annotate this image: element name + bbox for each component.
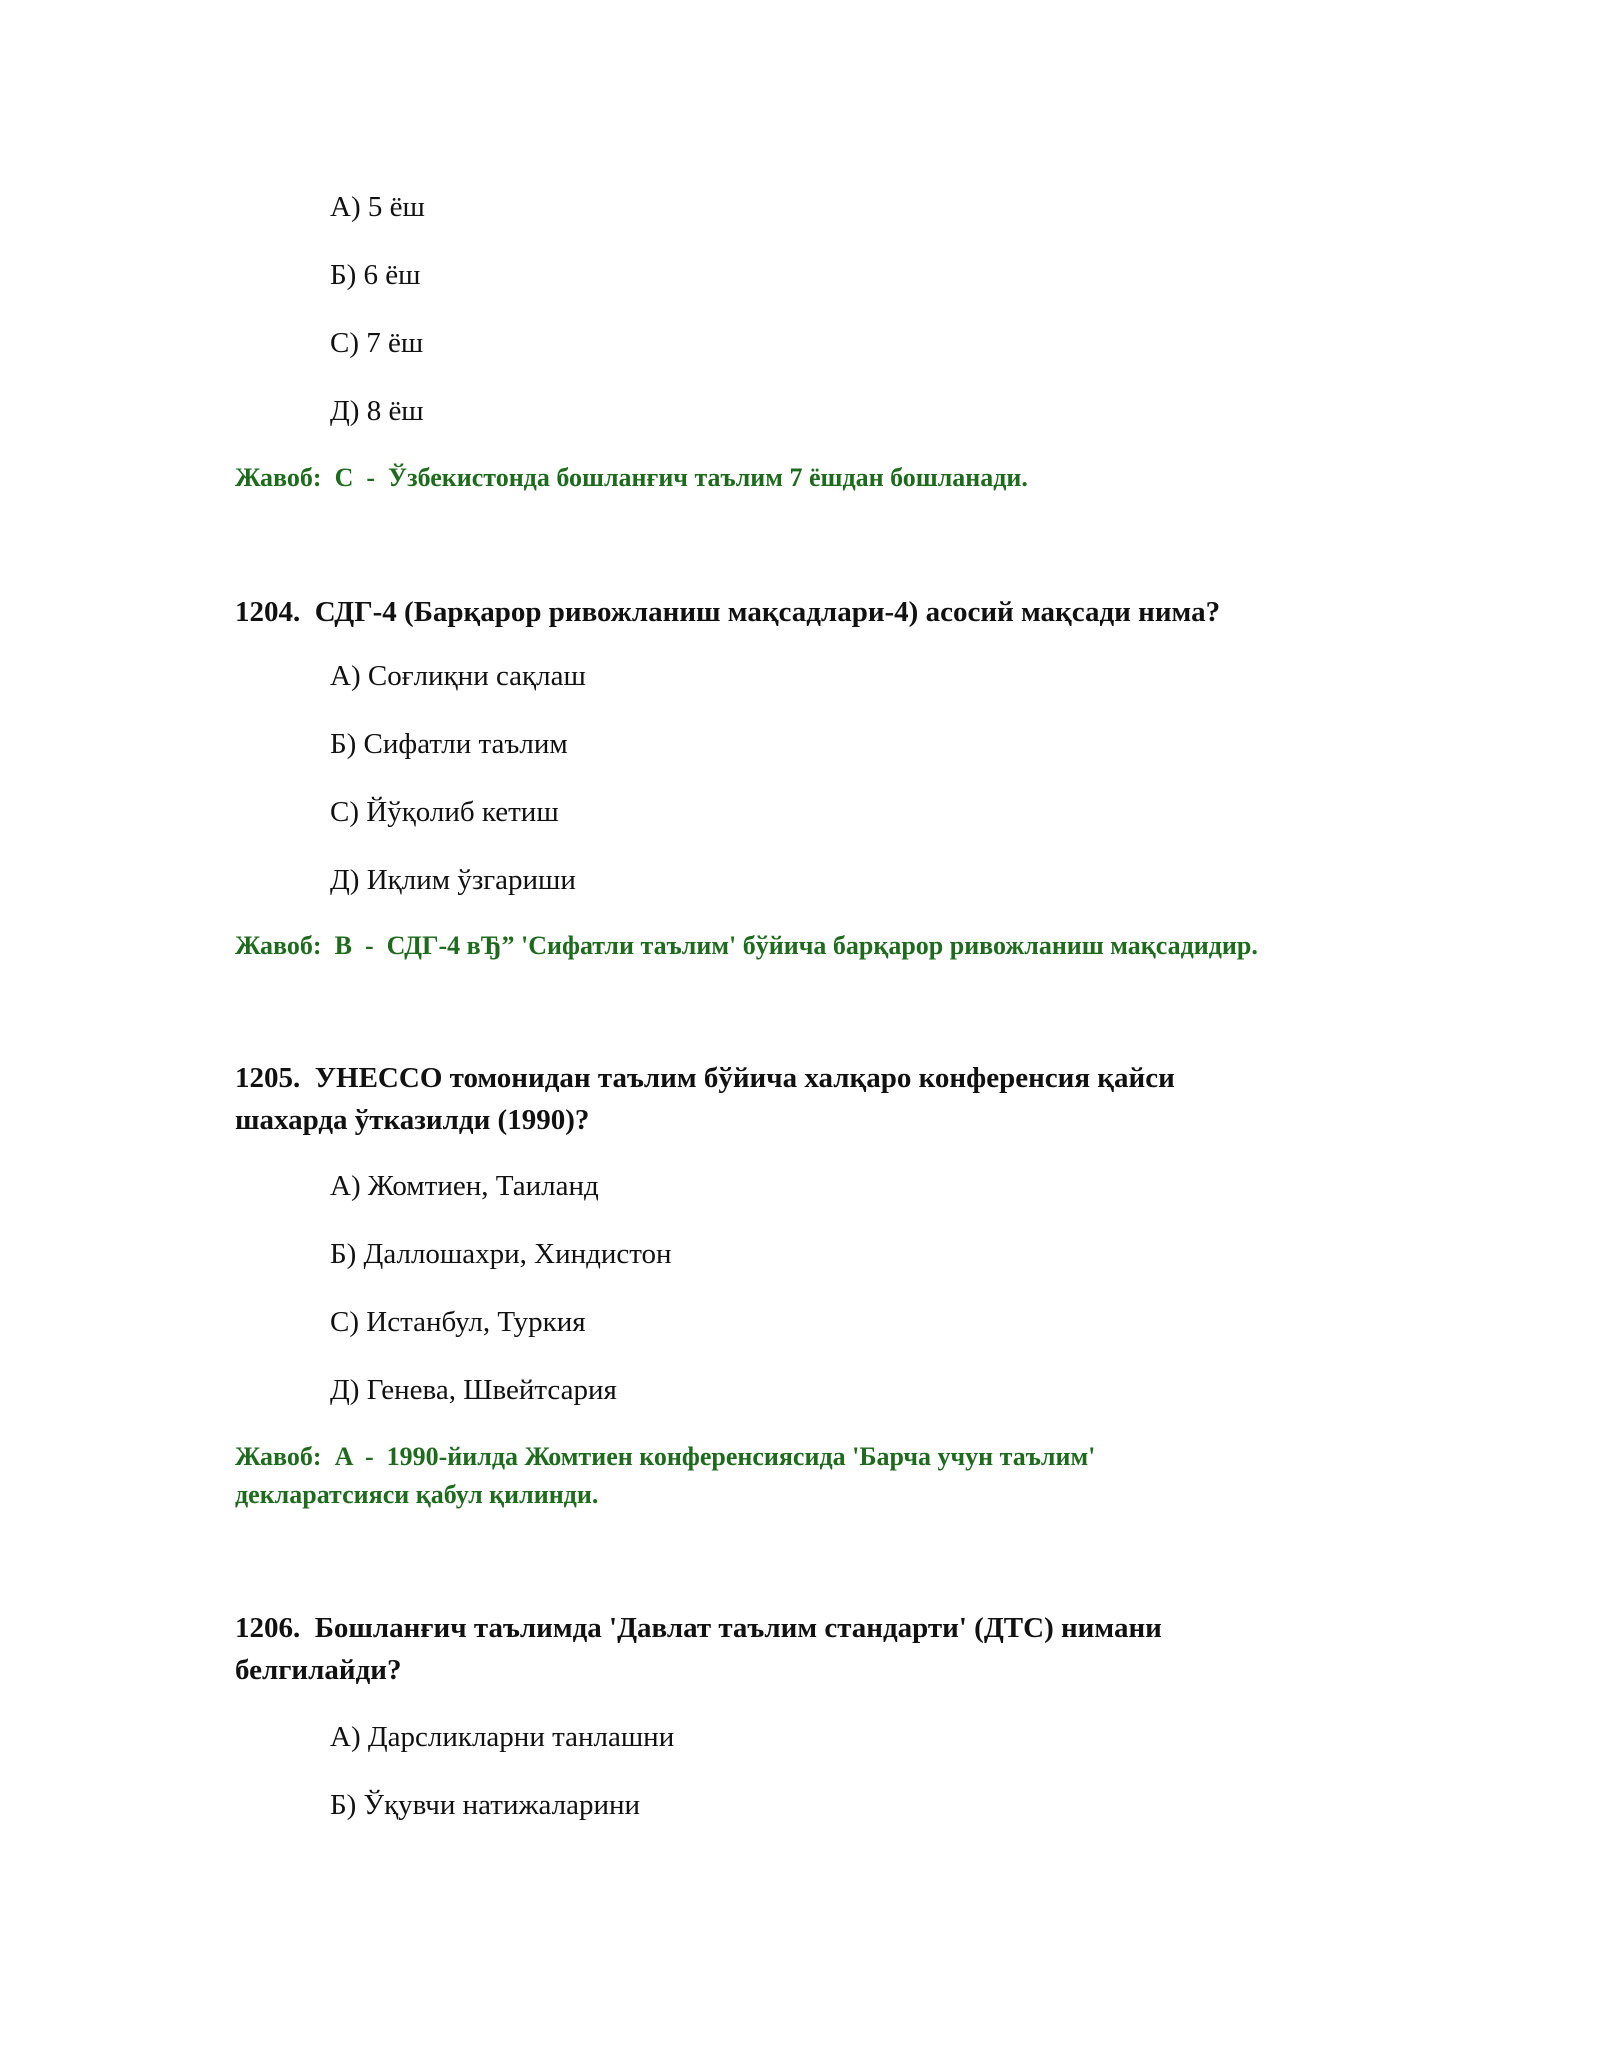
answer-1205 [235,1438,1215,1514]
answer-explanation: 1990-йилда Жомтиен конференсиясида 'Барча учун таълим' декларатсияси қабул қилинди. [235,1442,1096,1509]
option-a: А) Соғлиқни сақлаш [330,660,586,692]
option-a: А) Жомтиен, Таиланд [330,1170,599,1202]
question-1204 [235,591,1395,633]
answer-letter: B [334,931,352,960]
answer-explanation: Ўзбекистонда бошланғич таълим 7 ёшдан бошланади. [388,463,1028,492]
question-1206 [235,1607,1285,1691]
answer-label: Жавоб: [235,1442,322,1471]
option-d: Д) 8 ёш [330,395,424,427]
option-a: А) 5 ёш [330,191,425,223]
option-b: Б) 6 ёш [330,259,421,291]
option-b: Б) Даллошахри, Хиндистон [330,1238,672,1270]
question-number: 1205. [235,1062,301,1094]
question-text: СДГ-4 (Барқарор ривожланиш мақсадлари-4) асосий мақсади нима? [314,596,1221,628]
answer-dash: - [364,1442,374,1471]
option-d: Д) Генева, Швейтсария [330,1374,617,1406]
option-b: Б) Ўқувчи натижаларини [330,1789,641,1821]
question-1205 [235,1057,1285,1141]
answer-explanation: СДГ-4 вЂ” 'Сифатли таълим' бўйича барқарор ривожланиш мақсадидир. [386,931,1258,960]
option-c: С) Истанбул, Туркия [330,1306,586,1338]
question-text: УНЕССО томонидан таълим бўйича халқаро конференсия қайси шахарда ўтказилди (1990)? [235,1062,1175,1136]
answer-1204 [235,927,1395,965]
option-d: Д) Иқлим ўзгариши [330,864,576,896]
answer-label: Жавоб: [235,931,322,960]
answer-dash: - [366,463,376,492]
answer-1203 [235,459,1395,497]
answer-label: Жавоб: [235,463,322,492]
question-number: 1206. [235,1612,301,1644]
answer-letter: A [334,1442,352,1471]
option-c: С) Йўқолиб кетиш [330,796,559,828]
option-c: С) 7 ёш [330,327,424,359]
answer-dash: - [364,931,374,960]
question-number: 1204. [235,596,301,628]
answer-letter: C [334,463,354,492]
question-text: Бошланғич таълимда 'Давлат таълим стандарти' (ДТС) нимани белгилайди? [235,1612,1162,1686]
option-b: Б) Сифатли таълим [330,728,568,760]
option-a: А) Дарсликларни танлашни [330,1721,675,1753]
